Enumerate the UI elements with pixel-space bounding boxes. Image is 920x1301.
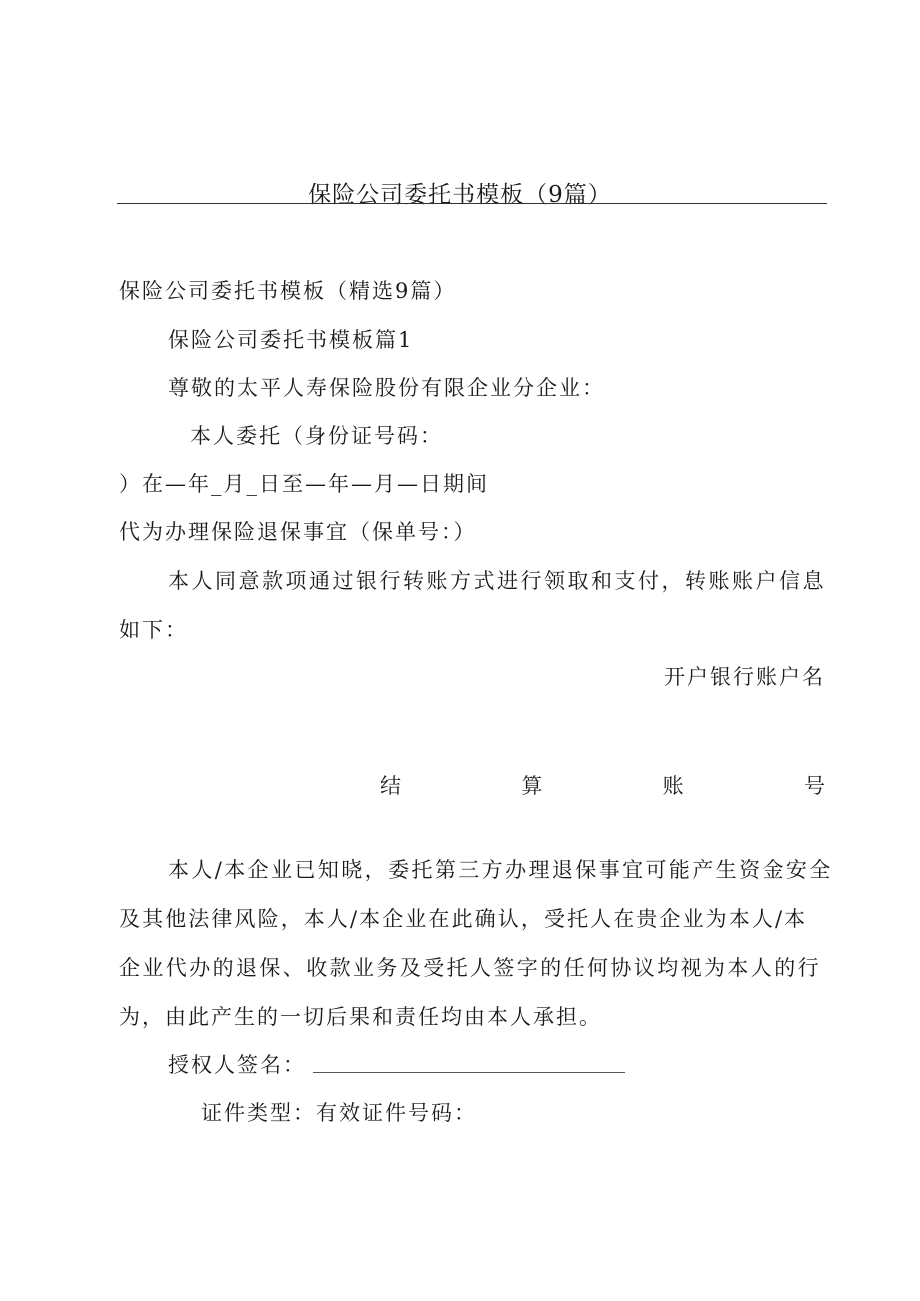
paragraph-2: ）在—年_月_日至—年—月—日期间 [119,472,489,496]
paragraph-5-line-3: 企业代办的退保、收款业务及受托人签字的任何协议均视为本人的行 [119,956,821,980]
paragraph-4-line-2: 如下： [119,618,188,642]
subtitle: 保险公司委托书模板（精选9篇） [119,279,457,303]
account-number-char: 结 [380,774,401,798]
signature-line[interactable] [313,1072,625,1073]
paragraph-5-line-2: 及其他法律风险，本人/本企业在此确认，受托人在贵企业为本人/本 [119,907,808,931]
id-type-label: 证件类型：有效证件号码： [201,1101,477,1125]
paragraph-1: 本人委托（身份证号码： [190,424,443,448]
paragraph-5-line-1: 本人/本企业已知晓，委托第三方办理退保事宜可能产生资金安全 [168,858,833,882]
signature-label: 授权人签名： [168,1053,306,1077]
paragraph-4-line-1: 本人同意款项通过银行转账方式进行领取和支付，转账账户信息 [168,569,826,593]
document-title: 保险公司委托书模板（9篇） [308,182,612,208]
section-heading: 保险公司委托书模板篇1 [168,328,414,352]
account-number-label [380,770,825,800]
account-number-char: 号 [803,774,825,798]
account-name-label: 开户银行账户名 [664,665,825,689]
salutation: 尊敬的太平人寿保险股份有限企业分企业： [168,376,605,400]
account-number-char: 算 [521,774,543,798]
account-number-char: 账 [662,774,684,798]
title-underline [117,203,827,204]
paragraph-5-line-4: 为，由此产生的一切后果和责任均由本人承担。 [119,1005,602,1029]
paragraph-3: 代为办理保险退保事宜（保单号：） [119,520,477,544]
